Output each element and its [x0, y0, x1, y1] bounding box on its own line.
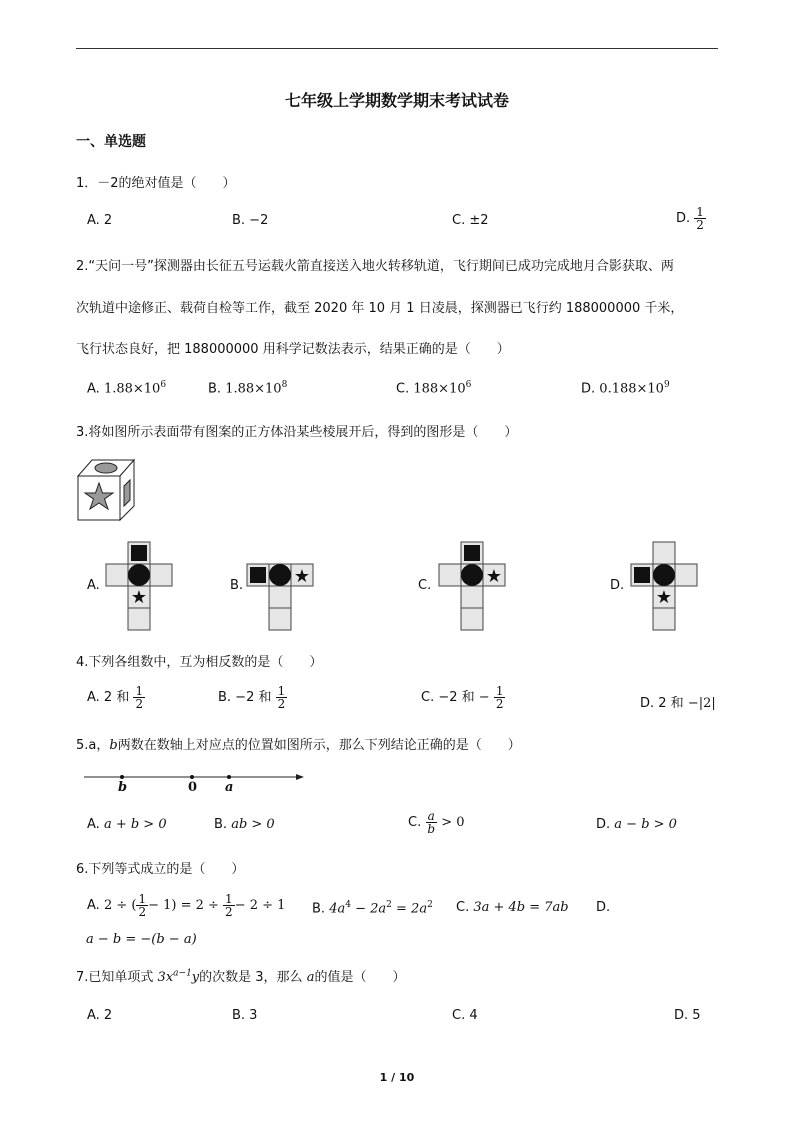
net-c-figure [438, 541, 506, 631]
svg-text:★: ★ [485, 566, 503, 587]
q4-option-d: D. 2 和 −|2| [640, 696, 716, 711]
q1-option-a: A. 2 [87, 213, 113, 228]
q4-option-b: B. −2 和 $\frac{1}{2}$ [218, 684, 286, 711]
q2-option-d: D. $0.188\times 10^9$ [581, 380, 670, 397]
question-5-text: 5.a，b两数在数轴上对应点的位置如图所示，那么下列结论正确的是（ ） [76, 738, 521, 753]
q2-option-b: B. $1.88\times 10^8$ [208, 380, 288, 397]
q6-option-d-label: D. [596, 900, 611, 915]
q1-option-d-fraction: $\frac{1}{2}$ [696, 205, 704, 232]
question-4-text: 4.下列各组数中，互为相反数的是（ ） [76, 655, 323, 670]
q5-option-b: B. ab > 0 [214, 817, 275, 832]
net-d-figure [630, 541, 698, 631]
page-title: 七年级上学期数学期末考试试卷 [284, 91, 509, 110]
question-2-line-2: 次轨道中途修正、载荷自检等工作，截至 2020 年 10 月 1 日凌晨，探测器已飞行约 188000000 千米， [76, 301, 684, 316]
q4-option-c: C. −2 和 − $\frac{1}{2}$ [421, 684, 504, 711]
q5-option-a: A. a + b > 0 [87, 817, 167, 832]
net-a-figure [105, 541, 173, 631]
q7-option-b: B. 3 [232, 1008, 258, 1023]
header-rule [76, 48, 718, 49]
q4-option-a: A. 2 和 $\frac{1}{2}$ [87, 684, 144, 711]
q7-option-c: C. 4 [452, 1008, 478, 1023]
q3-option-c: C. [418, 578, 432, 593]
q3-option-d: D. [610, 578, 625, 593]
q6-option-d-expression: a − b = −(b − a) [86, 932, 197, 947]
number-line-label-a: a [225, 780, 234, 795]
net-b-figure [246, 563, 314, 631]
q5-option-c: C. $\frac{a}{b}$ > 0 [408, 809, 465, 836]
page-number: 1 / 10 [379, 1071, 415, 1084]
q1-option-d [676, 206, 706, 231]
q2-option-a: A. $1.88\times 10^6$ [87, 380, 167, 397]
q1-option-d-label: D. [676, 211, 691, 226]
q6-option-b: B. $4a^4 - 2a^2 = 2a^2$ [312, 900, 433, 917]
cube-figure [74, 456, 136, 524]
q6-option-c: C. 3a + 4b = 7ab [456, 900, 569, 915]
q3-option-a: A. [87, 578, 100, 593]
number-line-label-0: 0 [188, 780, 198, 795]
question-2-line-3: 飞行状态良好，把 188000000 用科学记数法表示，结果正确的是（ ） [76, 342, 510, 357]
svg-text:★: ★ [293, 566, 311, 587]
q5-option-d: D. a − b > 0 [596, 817, 677, 832]
q1-option-c: C. ±2 [452, 213, 489, 228]
q7-option-a: A. 2 [87, 1008, 113, 1023]
q3-option-b: B. [230, 578, 244, 593]
svg-text:★: ★ [655, 587, 673, 608]
section-heading: 一、单选题 [76, 134, 146, 150]
question-7-text: 7.已知单项式 $3x^{a-1}y$的次数是 3，那么 a的值是（ ） [76, 968, 406, 985]
question-1-text: 1．－2的绝对值是（ ） [76, 176, 236, 191]
q7-option-d: D. 5 [674, 1008, 701, 1023]
question-3-text: 3.将如图所示表面带有图案的正方体沿某些棱展开后，得到的图形是（ ） [76, 425, 518, 440]
q2-option-c: C. $188\times 10^6$ [396, 380, 472, 397]
q1-option-b: B. −2 [232, 213, 269, 228]
question-2-line-1: 2.“天问一号”探测器由长征五号运载火箭直接送入地火转移轨道，飞行期间已成功完成地月合影获取、两 [76, 259, 674, 274]
question-6-text: 6.下列等式成立的是（ ） [76, 862, 245, 877]
number-line-label-b: b [118, 780, 128, 795]
svg-text:★: ★ [130, 587, 148, 608]
q6-option-a: A. 2 ÷ ( $\frac{1}{2}$ − 1) = 2 ÷ $\frac{1}{2}$ − 2 ÷ 1 [87, 892, 286, 919]
